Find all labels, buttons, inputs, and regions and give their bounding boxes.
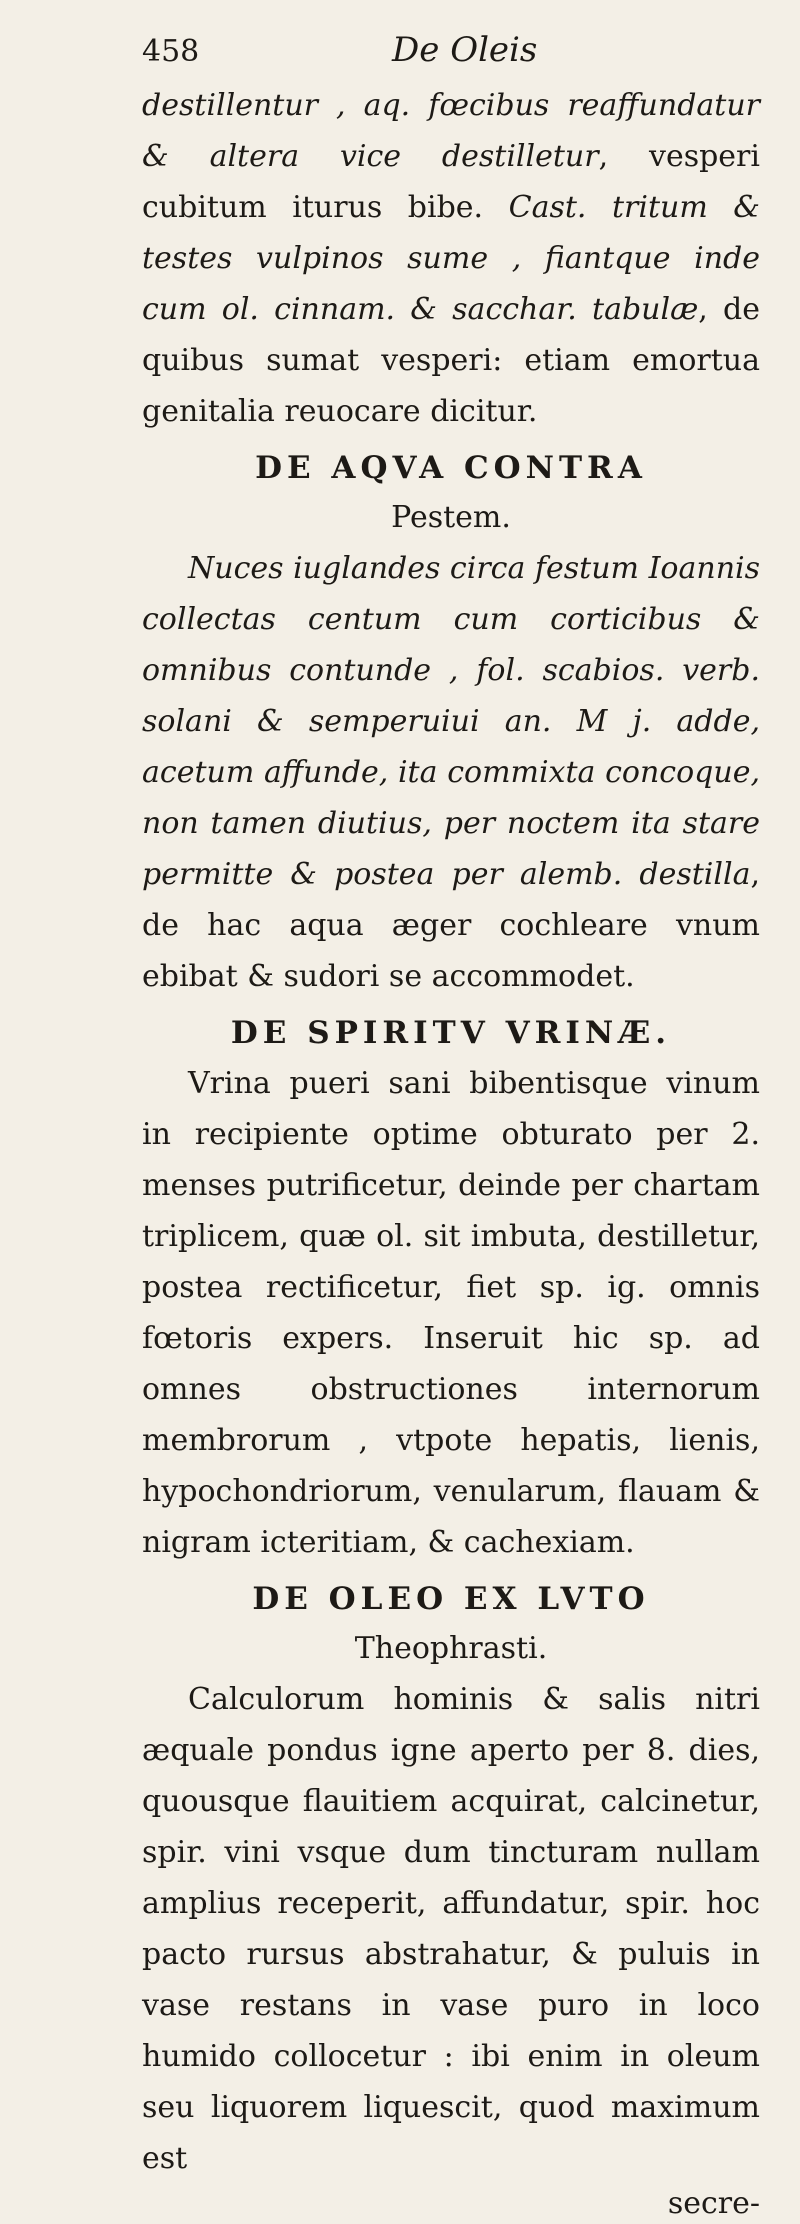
aqua-contra-paragraph bbox=[142, 543, 760, 1002]
section-heading-oleo-ex-luto: DE OLEO EX LVTO bbox=[252, 1581, 650, 1617]
oleo-ex-luto-paragraph: Calculorum hominis & salis nitri æquale pondus igne aperto per 8. dies, quousque flauitiem acquirat, calcinetur, spir. vini vsque dum tincturam nullam amplius receperit, affundatur, spir. hoc pacto rursus abstrahatur, & puluis in vase restans in vase puro in loco humido collocetur : ibi enim in oleum seu liquorem liquescit, quod maximum est bbox=[142, 1682, 760, 2176]
aqua-contra-italic: Nuces iuglandes circa festum Ioannis collectas centum cum corticibus & omnibus contunde , fol. scabios. verb. solani & semperuiui an. M j. adde, acetum affunde, ita commixta concoque, non tamen diutius, per noctem ita stare permitte & postea per alemb. destilla bbox=[142, 551, 760, 892]
opening-italic-1: destillentur , aq. fœcibus reaffundatur & altera vice destilletur bbox=[142, 88, 760, 174]
opening-roman-2: , de quibus sumat vesperi: etiam emortua genitalia reuocare dicitur. bbox=[142, 292, 760, 429]
running-head: De Oleis bbox=[392, 30, 538, 70]
spiritu-urinae-paragraph: Vrina pueri sani bibentisque vinum in recipiente optime obturato per 2. menses putrificetur, deinde per chartam triplicem, quæ ol. sit imbuta, destilletur, postea rectificetur, fiet sp. ig. omnis fœtoris expers. Inseruit hic sp. ad omnes obstructiones internorum membrorum , vtpote hepatis, lienis, hypochondriorum, venularum, flauam & nigram icteritiam, & cachexiam. bbox=[142, 1066, 760, 1560]
section-heading-aqua-contra: DE AQVA CONTRA bbox=[255, 450, 647, 486]
page-number: 458 bbox=[142, 34, 200, 69]
section-heading-spiritu-urinae: DE SPIRITV VRINÆ. bbox=[230, 1015, 672, 1051]
aqua-contra-roman: , de hac aqua æger cochleare vnum ebibat & sudori se accommodet. bbox=[142, 857, 760, 994]
page-header bbox=[142, 30, 760, 80]
section-subheading-theophrasti: Theophrasti. bbox=[354, 1631, 548, 1666]
section-subheading-pestem: Pestem. bbox=[391, 500, 511, 535]
opening-paragraph bbox=[142, 80, 760, 437]
catchword: secre- bbox=[667, 2186, 760, 2221]
opening-italic-2: Cast. tritum & testes vulpinos sume , fiantque inde cum ol. cinnam. & sacchar. tabulæ bbox=[142, 190, 761, 327]
opening-roman-1: , vesperi cubitum iturus bibe. bbox=[142, 139, 760, 225]
